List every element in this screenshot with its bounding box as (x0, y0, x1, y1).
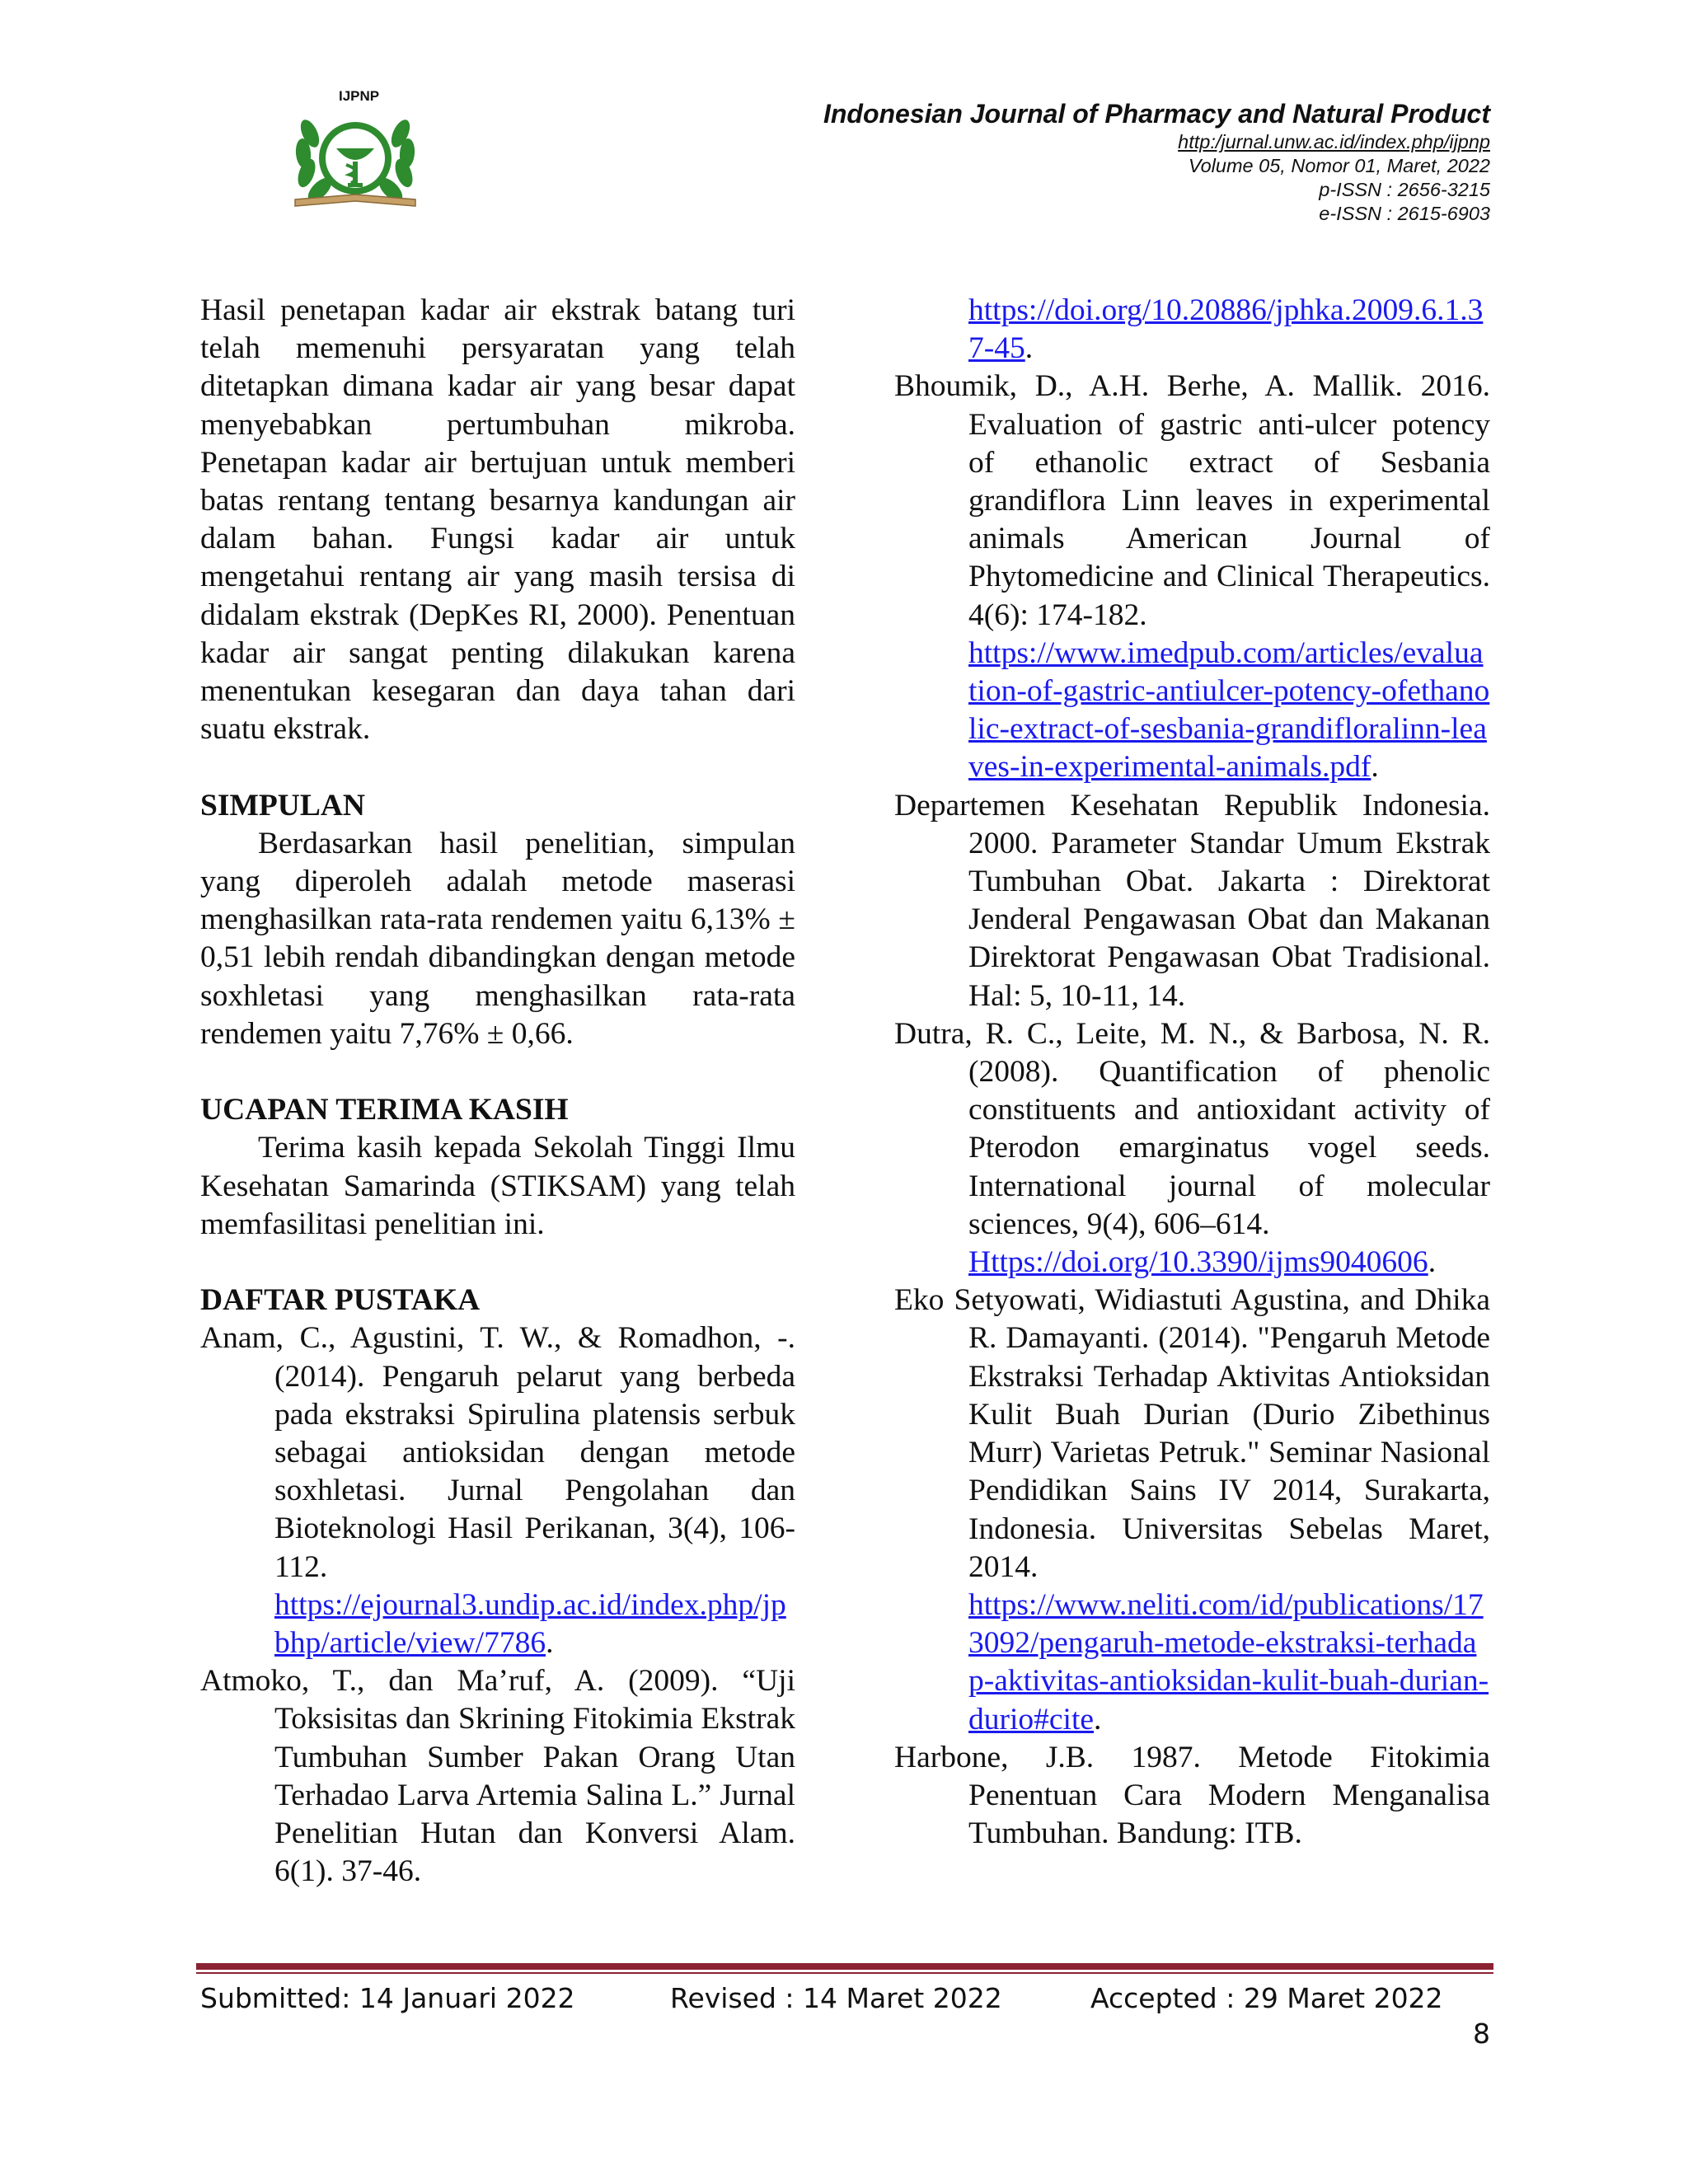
reference-link-line: https://www.neliti.com/id/publications/173092/pengaruh-metode-ekstraksi-terhadap-aktivitas-antioksidan-kulit-buah-durian-durio#cite. (968, 1587, 1489, 1736)
reference-link-line: https://ejournal3.undip.ac.id/index.php/jpbhp/article/view/7786. (274, 1587, 786, 1661)
intro-paragraph: Hasil penetapan kadar air ekstrak batang turi telah memenuhi persyaratan yang telah ditetapkan dimana kadar air yang besar dapat menyebabkan pertumbuhan mikroba. Penetapan kadar air bertujuan untuk memberi batas rentang tentang besarnya kandungan air dalam bahan. Fungsi kadar air untuk mengetahui rentang air yang masih tersisa di didalam ekstrak (DepKes RI, 2000). Penentuan kadar air sangat penting dilakukan karena menentukan kesegaran dan daya tahan dari suatu ekstrak. (200, 293, 795, 747)
footer-divider (196, 1963, 1493, 1970)
simpulan-paragraph: Berdasarkan hasil penelitian, simpulan yang diperoleh adalah metode maserasi menghasilkan rata-rata rendemen yaitu 6,13% ± 0,51 lebih rendah dibandingkan dengan metode soxhletasi yang menghasilkan rata-rata rendemen yaitu 7,76% ± 0,66. (200, 826, 795, 1051)
footer-divider-thin (196, 1972, 1493, 1974)
reference-text: Departemen Kesehatan Republik Indonesia. 2000. Parameter Standar Umum Ekstrak Tumbuhan Obat. Jakarta : Direktorat Jenderal Pengawasan Obat dan Makanan Direktorat Pengawasan Obat Tradisional. Hal: 5, 10-11, 14. (894, 788, 1490, 1013)
journal-pissn: p-ISSN : 2656-3215 (1319, 179, 1490, 200)
acknowledgement-heading: UCAPAN TERIMA KASIH (200, 1093, 569, 1127)
right-column (894, 292, 1490, 1853)
reference-entry (894, 1015, 1490, 1282)
reference-entry (200, 1319, 795, 1662)
journal-url[interactable]: http:/jurnal.unw.ac.id/index.php/ijpnp (1178, 131, 1490, 152)
reference-link[interactable]: Https://doi.org/10.3390/ijms9040606 (968, 1245, 1428, 1280)
reference-entry (894, 787, 1490, 1015)
continued-reference-link-line: https://doi.org/10.20886/jphka.2009.6.1.37-45. (968, 293, 1484, 366)
journal-logo-emblem (279, 82, 432, 214)
page-number: 8 (1473, 2018, 1490, 2050)
reference-text: Harbone, J.B. 1987. Metode Fitokimia Penentuan Cara Modern Menganalisa Tumbuhan. Bandung: ITB. (894, 1740, 1490, 1851)
reference-entry (894, 1739, 1490, 1854)
journal-volume: Volume 05, Nomor 01, Maret, 2022 (1188, 155, 1490, 176)
accepted-date: Accepted : 29 Maret 2022 (1090, 1982, 1443, 2014)
journal-header (823, 97, 1490, 226)
reference-entry (894, 368, 1490, 786)
reference-entry (200, 1662, 795, 1891)
reference-entry (894, 1282, 1490, 1738)
references-heading: DAFTAR PUSTAKA (200, 1283, 481, 1318)
reference-text: Bhoumik, D., A.H. Berhe, A. Mallik. 2016. Evaluation of gastric anti-ulcer potency of ethanolic extract of Sesbania grandiflora Linn leaves in experimental animals American Journal of Phytomedicine and Clinical Therapeutics. 4(6): 174-182. (894, 369, 1490, 632)
reference-text: Eko Setyowati, Widiastuti Agustina, and Dhika R. Damayanti. (2014). "Pengaruh Metode Ekstraksi Terhadap Aktivitas Antioksidan Kulit Buah Durian (Durio Zibethinus Murr) Varietas Petruk." Seminar Nasional Pendidikan Sains IV 2014, Surakarta, Indonesia. Universitas Sebelas Maret, 2014. (894, 1283, 1490, 1584)
reference-text: Atmoko, T., dan Ma’ruf, A. (2009). “Uji Toksisitas dan Skrining Fitokimia Ekstrak Tumbuhan Sumber Pakan Orang Utan Terhadao Larva Artemia Salina L.” Jurnal Penelitian Hutan dan Konversi Alam. 6(1). 37-46. (200, 1664, 795, 1889)
reference-link-line: Https://doi.org/10.3390/ijms9040606. (968, 1245, 1437, 1280)
reference-link-line: https://www.imedpub.com/articles/evaluation-of-gastric-antiulcer-potency-ofethanolic-extract-of-sesbania-grandifloralinn-leaves-in-experimental-animals.pdf. (968, 635, 1490, 785)
reference-link[interactable]: https://ejournal3.undip.ac.id/index.php/jpbhp/article/view/7786 (274, 1587, 786, 1661)
reference-link[interactable]: https://www.imedpub.com/articles/evaluation-of-gastric-antiulcer-potency-ofethanolic-extract-of-sesbania-grandifloralinn-leaves-in-experimental-animals.pdf (968, 635, 1490, 785)
reference-link[interactable]: https://www.neliti.com/id/publications/173092/pengaruh-metode-ekstraksi-terhadap-aktivitas-antioksidan-kulit-buah-durian-durio#cite (968, 1587, 1489, 1736)
revised-date: Revised : 14 Maret 2022 (670, 1982, 1002, 2014)
acknowledgement-paragraph: Terima kasih kepada Sekolah Tinggi Ilmu Kesehatan Samarinda (STIKSAM) yang telah memfasilitasi penelitian ini. (200, 1131, 795, 1241)
reference-text: Dutra, R. C., Leite, M. N., & Barbosa, N. R. (2008). Quantification of phenolic constituents and antioxidant activity of Pterodon emarginatus vogel seeds. International journal of molecular sciences, 9(4), 606–614. (894, 1016, 1490, 1241)
footer (200, 1978, 1490, 2019)
left-column (200, 292, 795, 1891)
journal-eissn: e-ISSN : 2615-6903 (1319, 203, 1490, 224)
simpulan-heading: SIMPULAN (200, 788, 366, 823)
journal-logo (279, 82, 432, 214)
reference-text: Anam, C., Agustini, T. W., & Romadhon, -. (2014). Pengaruh pelarut yang berbeda pada ekstraksi Spirulina platensis serbuk sebagai antioksidan dengan metode soxhletasi. Jurnal Pengolahan dan Bioteknologi Hasil Perikanan, 3(4), 106-112. (200, 1321, 795, 1584)
logo-text: IJPNP (339, 88, 380, 104)
reference-link[interactable]: https://doi.org/10.20886/jphka.2009.6.1.37-45 (968, 293, 1484, 366)
journal-name: Indonesian Journal of Pharmacy and Natural Product (823, 99, 1490, 129)
submitted-date: Submitted: 14 Januari 2022 (200, 1982, 575, 2014)
